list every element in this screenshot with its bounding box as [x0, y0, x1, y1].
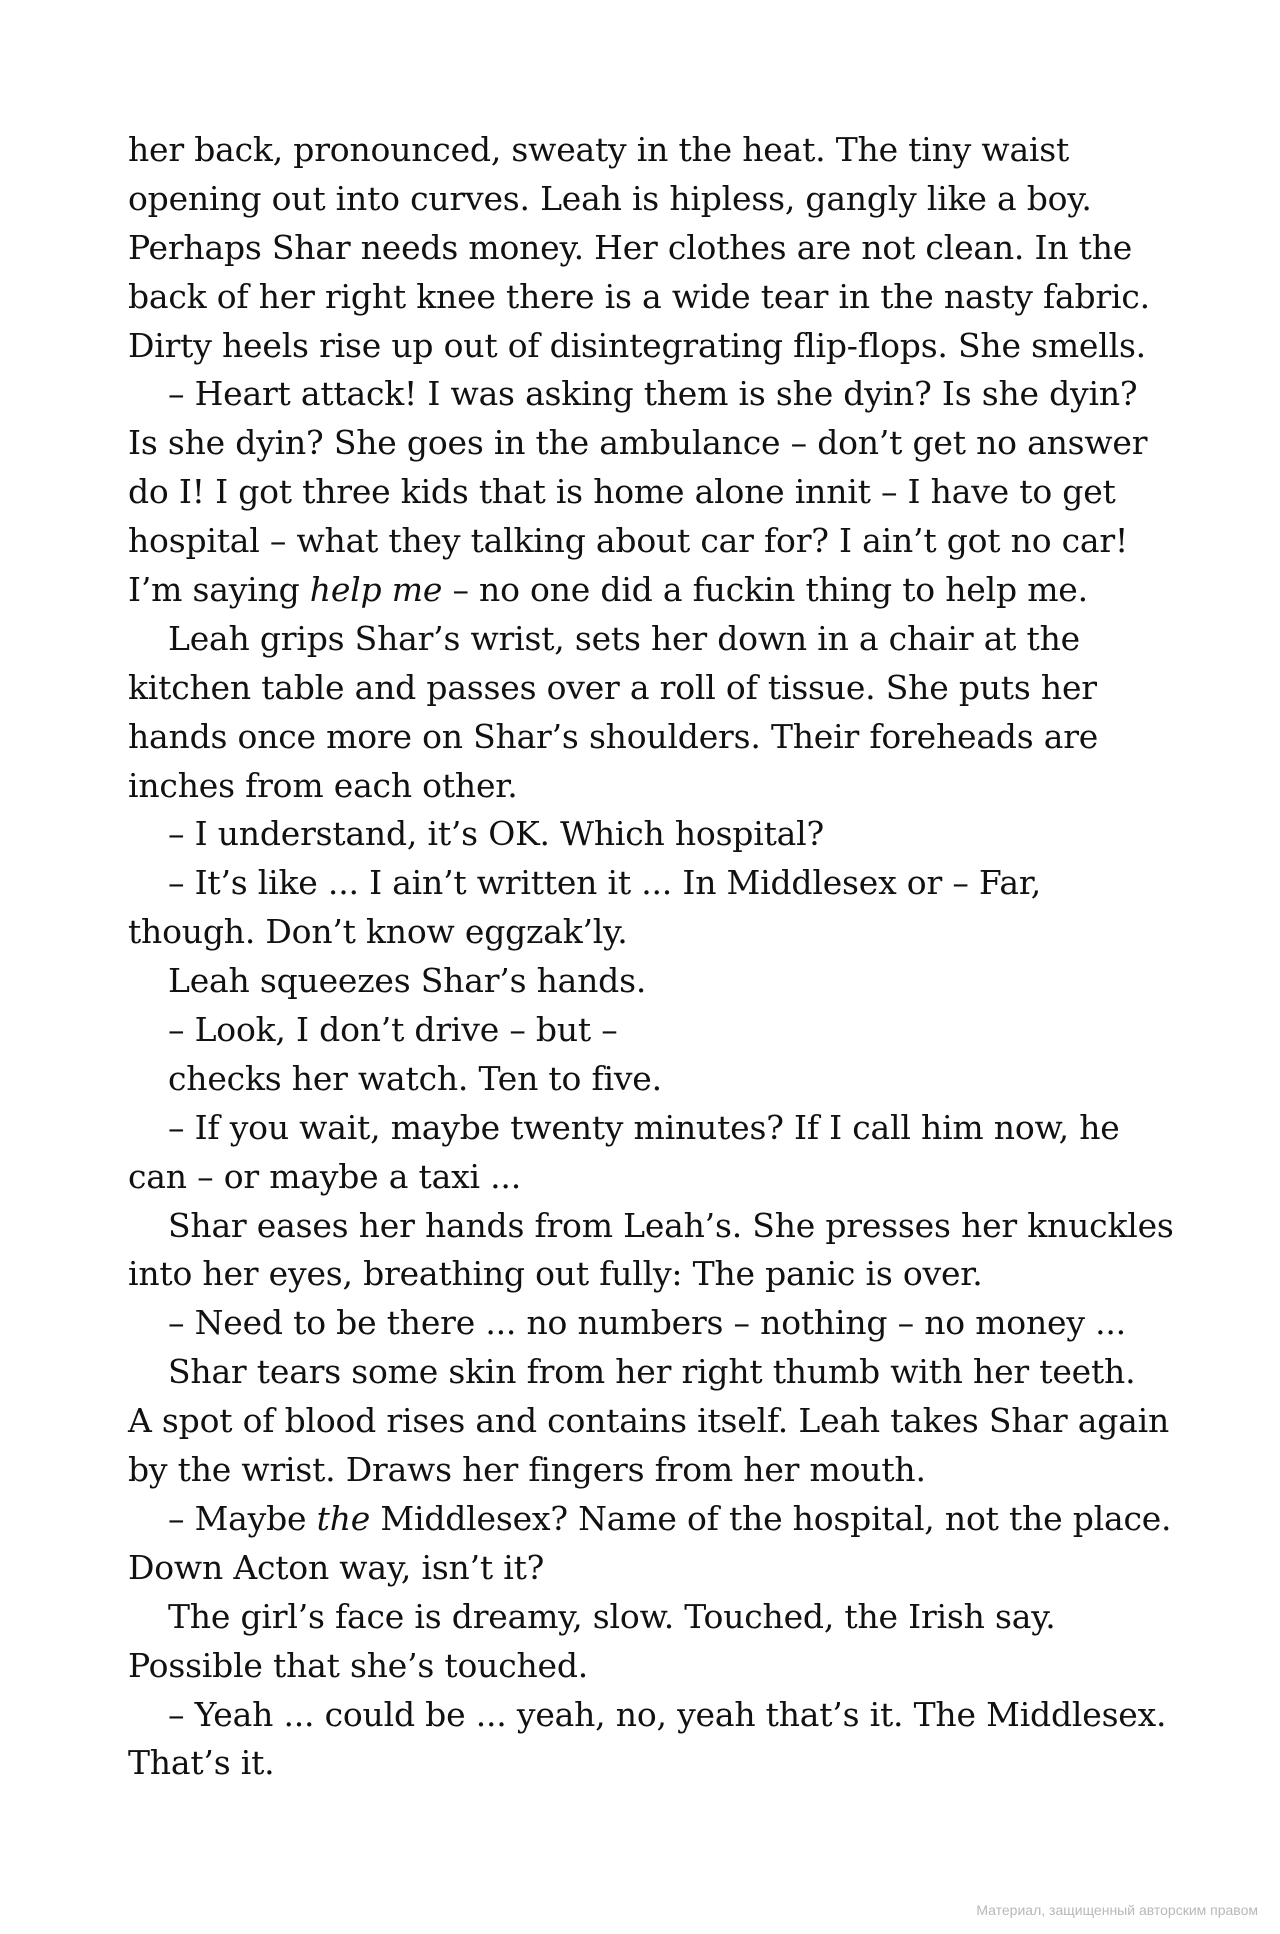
text-line — [128, 1495, 1188, 1544]
text-line: Down Acton way, isn’t it? — [128, 1547, 545, 1587]
text-line: Shar eases her hands from Leah’s. She presses her knuckles — [168, 1205, 1174, 1245]
text-line: – Heart attack! I was asking them is she dyin? Is she dyin? — [168, 374, 1138, 414]
text-line: her back, pronounced, sweaty in the heat. The tiny waist — [128, 130, 1070, 169]
text-line: – If you wait, maybe twenty minutes? If I call him now, he — [168, 1107, 1120, 1147]
text-line: into her eyes, breathing out fully: The panic is over. — [128, 1254, 983, 1294]
text-line: The girl’s face is dreamy, slow. Touched, the Irish say. — [168, 1596, 1056, 1636]
emphasis-text: the — [316, 1498, 371, 1538]
text-line: Shar tears some skin from her right thumb with her teeth. — [168, 1352, 1136, 1392]
text-line: hospital – what they talking about car for? I ain’t got no car! — [128, 521, 1129, 561]
copyright-watermark: Материал, защищенный авторским правом — [976, 1902, 1258, 1918]
text-line: kitchen table and passes over a roll of tissue. She puts her — [128, 667, 1097, 707]
text-line: inches from each other. — [128, 765, 518, 805]
book-page-text — [128, 126, 1188, 1788]
text-line: though. Don’t know eggzak’ly. — [128, 912, 628, 952]
text-line: That’s it. — [128, 1743, 275, 1783]
text-line: – Look, I don’t drive – but – — [168, 1010, 618, 1050]
text-span: I’m saying — [128, 570, 310, 610]
text-line: – Yeah ... could be ... yeah, no, yeah that’s it. The Middlesex. — [168, 1694, 1167, 1734]
text-line: Possible that she’s touched. — [128, 1645, 589, 1685]
text-line: hands once more on Shar’s shoulders. Their foreheads are — [128, 716, 1099, 756]
text-line: Is she dyin? She goes in the ambulance – don’t get no answer — [128, 423, 1148, 463]
text-line: Perhaps Shar needs money. Her clothes are not clean. In the — [128, 227, 1133, 267]
text-line: – It’s like ... I ain’t written it ... In Middlesex or – Far, — [168, 863, 1042, 903]
emphasis-text: help me — [309, 570, 443, 610]
text-line: by the wrist. Draws her fingers from her mouth. — [128, 1450, 926, 1490]
text-line: Leah squeezes Shar’s hands. — [168, 961, 647, 1001]
text-line: do I! I got three kids that is home alone innit – I have to get — [128, 472, 1116, 512]
text-line: A spot of blood rises and contains itself. Leah takes Shar again — [128, 1401, 1170, 1441]
text-line: – I understand, it’s OK. Which hospital? — [168, 814, 824, 854]
text-line: opening out into curves. Leah is hipless, gangly like a boy. — [128, 178, 1092, 218]
text-line: Dirty heels rise up out of disintegrating flip-flops. She smells. — [128, 325, 1146, 365]
text-span: Middlesex? Name of the hospital, not the place. — [370, 1498, 1172, 1538]
text-line: – Need to be there ... no numbers – nothing – no money ... — [168, 1303, 1126, 1343]
text-line: Leah grips Shar’s wrist, sets her down in a chair at the — [168, 618, 1080, 658]
text-line — [128, 566, 1188, 615]
text-span: – Maybe — [168, 1498, 317, 1538]
text-span: – no one did a fuckin thing to help me. — [442, 570, 1088, 610]
text-line: back of her right knee there is a wide tear in the nasty fabric. — [128, 276, 1150, 316]
text-line: can – or maybe a taxi ... — [128, 1156, 521, 1196]
text-line: checks her watch. Ten to five. — [168, 1058, 662, 1098]
